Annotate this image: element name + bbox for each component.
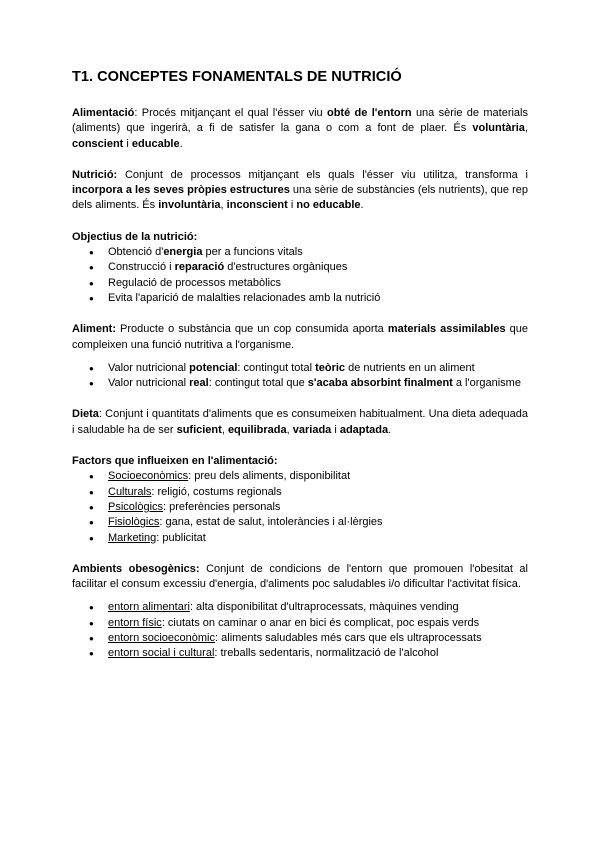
underlined-term: entorn físic: [108, 616, 162, 629]
aliment-section: [72, 322, 528, 391]
list-item: [108, 631, 528, 646]
text-span: .: [360, 199, 364, 212]
text-span: .: [388, 423, 392, 436]
text-span: una sèrie de materials (aliments) que ingerirà, a fi de satisfer la gana o com a font de plaer. És: [72, 107, 528, 135]
list-item: [108, 469, 528, 484]
underlined-term: entorn alimentari: [108, 601, 190, 614]
text-span: : gana, estat de salut, intoleràncies i al·lèrgies: [159, 516, 383, 529]
underlined-term: entorn socioeconòmic: [108, 632, 216, 645]
text-span: Conjunt de processos mitjançant els quals l'ésser viu utilitza, transforma i: [117, 168, 528, 181]
factors-list: [72, 469, 528, 545]
text-span: Obtenció d': [108, 246, 164, 259]
factors-heading: Factors que influeixen en l'alimentació:: [72, 455, 278, 468]
text-span: una sèrie de substàncies (els nutrients), que rep dels aliments. És: [72, 184, 528, 212]
bold-span: teòric: [315, 361, 346, 374]
bold-span: incorpora a les seves pròpies estructures: [72, 184, 290, 197]
list-item: [108, 515, 528, 530]
text-span: i: [331, 423, 340, 436]
text-span: d'estructures orgàniques: [224, 261, 348, 274]
list-item: [108, 646, 528, 661]
text-span: de nutrients en un aliment: [345, 361, 475, 374]
bold-span: obté de l'entorn: [326, 107, 412, 119]
text-span: ,: [221, 423, 228, 436]
list-item: [108, 291, 528, 306]
text-span: : preu dels aliments, disponibilitat: [188, 470, 351, 483]
text-span: ,: [524, 122, 528, 135]
ambients-term: Ambients obesogènics:: [72, 562, 200, 575]
text-span: Valor nutricional: [108, 377, 190, 390]
nutricio-definition: [72, 168, 528, 214]
text-span: : contingut total: [237, 361, 316, 374]
list-item: [108, 531, 528, 546]
text-span: que compleixen una funció nutritiva a l'organisme.: [72, 323, 528, 351]
text-span: : contingut total que: [208, 377, 308, 390]
text-span: i: [123, 137, 132, 150]
list-item: [108, 485, 528, 500]
objectius-heading: Objectius de la nutrició:: [72, 230, 198, 243]
aliment-list: [72, 361, 528, 392]
factors-section: [72, 454, 528, 546]
aliment-term: Aliment:: [72, 323, 116, 336]
nutricio-term: Nutrició:: [72, 168, 118, 181]
text-span: Construcció i: [108, 261, 175, 274]
objectius-section: [72, 230, 528, 306]
text-span: : aliments saludables més cars que els ultraprocessats: [215, 632, 482, 645]
bold-span: voluntària: [472, 122, 525, 135]
bold-span: inconscient: [226, 199, 288, 212]
list-item: [108, 616, 528, 631]
list-item: [108, 376, 528, 391]
list-item: [108, 361, 528, 376]
dieta-term: Dieta: [72, 408, 99, 421]
page-title: T1. CONCEPTES FONAMENTALS DE NUTRICIÓ: [72, 69, 402, 85]
text-span: : ciutats on caminar o anar en bici és complicat, poc espais verds: [161, 616, 480, 629]
alimentacio-term: Alimentació: [72, 107, 135, 119]
list-item: [108, 500, 528, 515]
dieta-definition: [72, 407, 528, 438]
bold-span: involuntària: [158, 199, 221, 212]
alimentacio-definition: [72, 106, 528, 152]
ambients-section: [72, 562, 528, 662]
dieta-section: [72, 407, 528, 438]
alimentacio-section: [72, 106, 528, 152]
bold-span: suficient: [176, 423, 222, 436]
bold-span: reparació: [174, 261, 225, 274]
underlined-term: Culturals: [108, 485, 152, 498]
underlined-term: Socioeconòmics: [108, 470, 189, 483]
underlined-term: Marketing: [108, 531, 157, 544]
underlined-term: entorn social i cultural: [108, 647, 215, 660]
text-span: per a funcions vitals: [202, 246, 303, 259]
list-item: [108, 276, 528, 291]
ambients-definition: [72, 562, 528, 593]
nutricio-section: [72, 168, 528, 214]
text-span: Regulació de processos metabòlics: [108, 276, 282, 289]
text-span: .: [179, 137, 183, 150]
text-span: a l'organisme: [452, 377, 521, 390]
bold-span: no educable: [296, 199, 361, 212]
bold-span: equilibrada: [227, 423, 287, 436]
underlined-term: Psicològics: [108, 500, 164, 513]
list-item: [108, 600, 528, 615]
list-item: [108, 245, 528, 260]
ambients-list: [72, 600, 528, 661]
bold-span: materials assimilables: [387, 323, 506, 336]
text-span: : religió, costums regionals: [151, 485, 282, 498]
text-span: Valor nutricional: [108, 361, 190, 374]
bold-span: potencial: [189, 361, 238, 374]
bold-span: adaptada: [339, 423, 389, 436]
bold-span: real: [189, 377, 209, 390]
text-span: Producte o substància que un cop consumida aporta: [116, 323, 388, 336]
bold-span: variada: [292, 423, 332, 436]
underlined-term: Fisiològics: [108, 516, 160, 529]
text-span: i: [287, 199, 297, 212]
bold-span: s'acaba absorbint finalment: [307, 377, 453, 390]
objectius-list: [72, 245, 528, 306]
aliment-definition: [72, 322, 528, 353]
text-span: : treballs sedentaris, normalització de l'alcohol: [214, 647, 439, 660]
bold-span: educable: [131, 137, 180, 150]
text-span: Conjunt de condicions de l'entorn que promouen l'obesitat al facilitar el consum excessiu d'energia, d'aliments poc saludables i/o dificultar l'activitat física.: [72, 562, 528, 591]
text-span: : Conjunt i quantitats d'aliments que es consumeixen habitualment. Una dieta adequada i saludable ha de ser: [72, 408, 528, 436]
bold-span: conscient: [72, 137, 124, 150]
text-span: : alta disponibilitat d'ultraprocessats, màquines vending: [189, 601, 459, 614]
text-span: ,: [220, 199, 227, 212]
text-span: : preferències personals: [163, 500, 281, 513]
text-span: : publicitat: [156, 531, 206, 544]
text-span: ,: [286, 423, 293, 436]
document-page: [72, 68, 528, 678]
list-item: [108, 260, 528, 275]
text-span: Evita l'aparició de malalties relacionades amb la nutrició: [108, 291, 381, 304]
bold-span: energia: [163, 246, 203, 259]
text-span: : Procés mitjançant el qual l'ésser viu: [134, 107, 327, 119]
